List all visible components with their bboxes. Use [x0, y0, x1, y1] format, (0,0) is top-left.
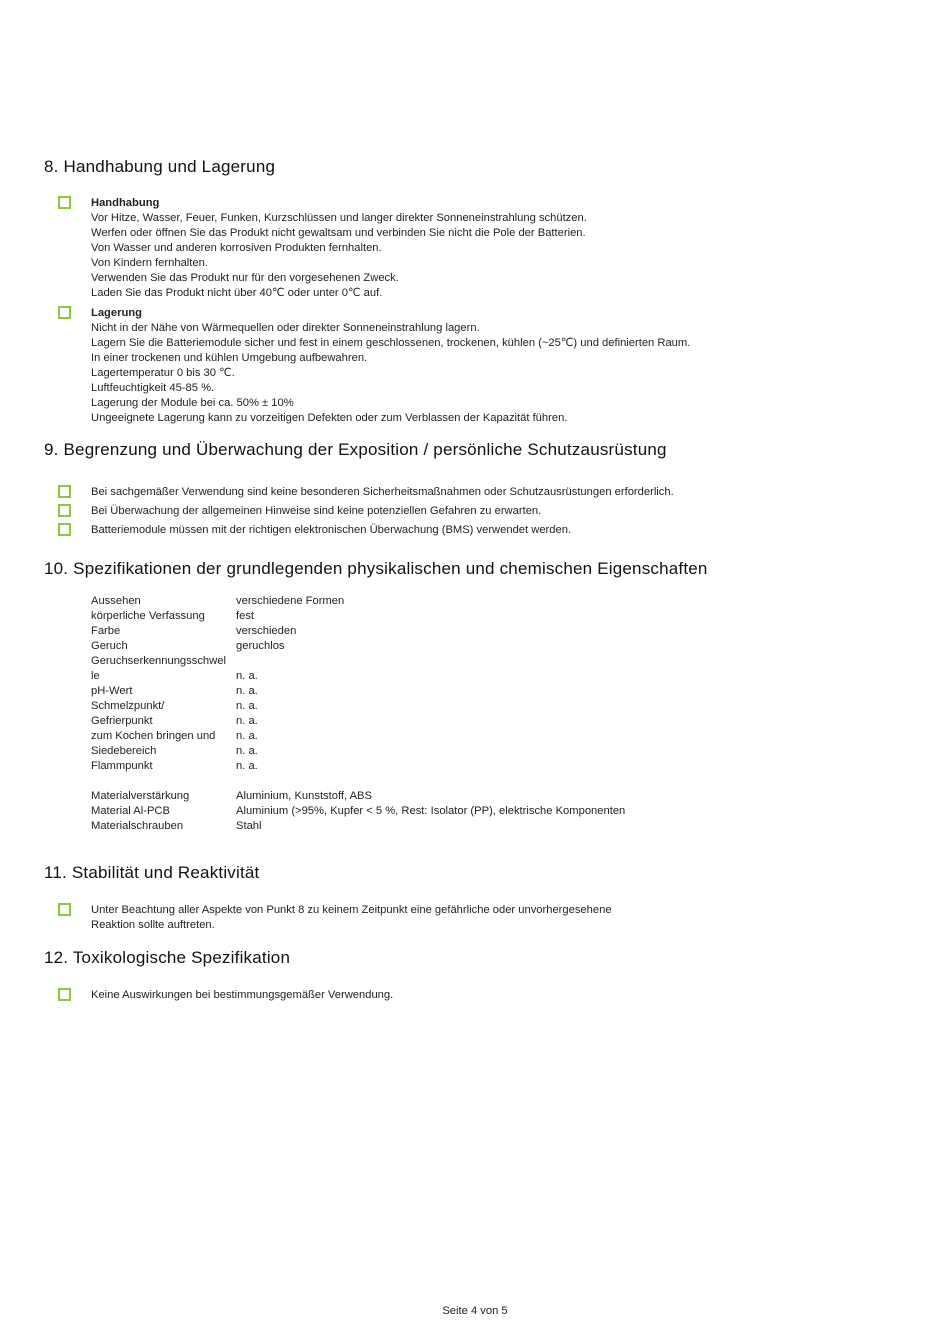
stability-line: Reaktion sollte auftreten.	[91, 919, 215, 931]
table-row	[91, 624, 625, 639]
property-label: Geruch	[91, 640, 128, 652]
table-row	[91, 744, 625, 759]
material-value: Aluminium, Kunststoff, ABS	[236, 790, 372, 802]
table-row	[91, 759, 625, 774]
exposure-item-text: Bei Überwachung der allgemeinen Hinweise sind keine potenziellen Gefahren zu erwarten.	[91, 505, 542, 517]
property-value: n. a.	[236, 700, 258, 712]
table-row	[91, 789, 625, 804]
property-label: zum Kochen bringen und	[91, 730, 216, 742]
property-value: n. a.	[236, 715, 258, 727]
bullet-icon	[58, 306, 71, 319]
property-value: fest	[236, 610, 255, 622]
lagerung-title: Lagerung	[91, 307, 142, 319]
bullet-icon	[58, 485, 71, 498]
lagerung-line: Ungeeignete Lagerung kann zu vorzeitigen Defekten oder zum Verblassen der Kapazität führen.	[91, 412, 568, 424]
lagerung-text	[91, 306, 690, 426]
property-value: geruchlos	[236, 640, 285, 652]
handhabung-line: Werfen oder öffnen Sie das Produkt nicht gewaltsam und verbinden Sie nicht die Pole der Batterien.	[91, 227, 586, 239]
material-label: Material Al-PCB	[91, 805, 170, 817]
lagerung-line: Lagertemperatur 0 bis 30 ℃.	[91, 367, 235, 379]
table-row	[91, 729, 625, 744]
property-label: körperliche Verfassung	[91, 610, 205, 622]
property-value: n. a.	[236, 730, 258, 742]
bullet-icon	[58, 196, 71, 209]
section-8-heading: 8. Handhabung und Lagerung	[44, 157, 276, 176]
stability-text	[91, 903, 612, 933]
table-row	[91, 594, 625, 609]
property-value: verschieden	[236, 625, 297, 637]
page-number: Seite 4 von 5	[442, 1305, 508, 1317]
bullet-icon	[58, 523, 71, 536]
lagerung-line: Lagern Sie die Batteriemodule sicher und fest in einem geschlossenen, trockenen, kühlen (~25℃) und definierten Raum.	[91, 337, 691, 349]
table-row	[91, 699, 625, 714]
section-9-heading: 9. Begrenzung und Überwachung der Exposition / persönliche Schutzausrüstung	[44, 440, 667, 459]
section-12-heading: 12. Toxikologische Spezifikation	[44, 948, 291, 967]
property-value: n. a.	[236, 685, 258, 697]
property-label: Schmelzpunkt/	[91, 700, 165, 712]
table-row	[91, 804, 625, 819]
handhabung-line: Von Kindern fernhalten.	[91, 257, 208, 269]
lagerung-line: Luftfeuchtigkeit 45-85 %.	[91, 382, 215, 394]
material-label: Materialschrauben	[91, 820, 184, 832]
handhabung-line: Laden Sie das Produkt nicht über 40℃ oder unter 0℃ auf.	[91, 287, 383, 299]
property-label: le	[91, 670, 100, 682]
properties-table	[91, 594, 625, 834]
property-label: Gefrierpunkt	[91, 715, 153, 727]
table-spacer	[91, 774, 625, 789]
property-label: Farbe	[91, 625, 121, 637]
property-label: Geruchserkennungsschwel	[91, 655, 226, 667]
lagerung-line: In einer trockenen und kühlen Umgebung aufbewahren.	[91, 352, 368, 364]
exposure-item-text: Bei sachgemäßer Verwendung sind keine besonderen Sicherheitsmaßnahmen oder Schutzausrüstungen erforderlich.	[91, 486, 674, 498]
bullet-icon	[58, 903, 71, 916]
table-row	[91, 714, 625, 729]
section-10-heading: 10. Spezifikationen der grundlegenden physikalischen und chemischen Eigenschaften	[44, 559, 708, 578]
material-label: Materialverstärkung	[91, 790, 190, 802]
handhabung-text	[91, 196, 587, 301]
handhabung-line: Von Wasser und anderen korrosiven Produkten fernhalten.	[91, 242, 382, 254]
bullet-icon	[58, 504, 71, 517]
property-value: n. a.	[236, 760, 258, 772]
property-label: Flammpunkt	[91, 760, 153, 772]
lagerung-line: Lagerung der Module bei ca. 50% ± 10%	[91, 397, 294, 409]
property-value: n. a.	[236, 745, 258, 757]
table-row	[91, 669, 625, 684]
bullet-icon	[58, 988, 71, 1001]
lagerung-line: Nicht in der Nähe von Wärmequellen oder direkter Sonneneinstrahlung lagern.	[91, 322, 480, 334]
section-11-heading: 11. Stabilität und Reaktivität	[44, 863, 260, 882]
handhabung-line: Verwenden Sie das Produkt nur für den vorgesehenen Zweck.	[91, 272, 399, 284]
property-label: pH-Wert	[91, 685, 133, 697]
material-value: Stahl	[236, 820, 262, 832]
property-label: Aussehen	[91, 595, 141, 607]
exposure-item-text: Batteriemodule müssen mit der richtigen elektronischen Überwachung (BMS) verwendet werden.	[91, 524, 572, 536]
toxicology-text: Keine Auswirkungen bei bestimmungsgemäßer Verwendung.	[91, 989, 394, 1001]
table-row	[91, 684, 625, 699]
handhabung-title: Handhabung	[91, 197, 160, 209]
stability-line: Unter Beachtung aller Aspekte von Punkt 8 zu keinem Zeitpunkt eine gefährliche oder unvorhergesehene	[91, 904, 612, 916]
material-value: Aluminium (>95%, Kupfer < 5 %, Rest: Isolator (PP), elektrische Komponenten	[236, 805, 626, 817]
table-row	[91, 609, 625, 624]
handhabung-line: Vor Hitze, Wasser, Feuer, Funken, Kurzschlüssen und langer direkter Sonneneinstrahlung schützen.	[91, 212, 587, 224]
property-value: n. a.	[236, 670, 258, 682]
table-row	[91, 819, 625, 834]
property-label: Siedebereich	[91, 745, 157, 757]
table-row	[91, 654, 625, 669]
table-row	[91, 639, 625, 654]
property-value: verschiedene Formen	[236, 595, 345, 607]
